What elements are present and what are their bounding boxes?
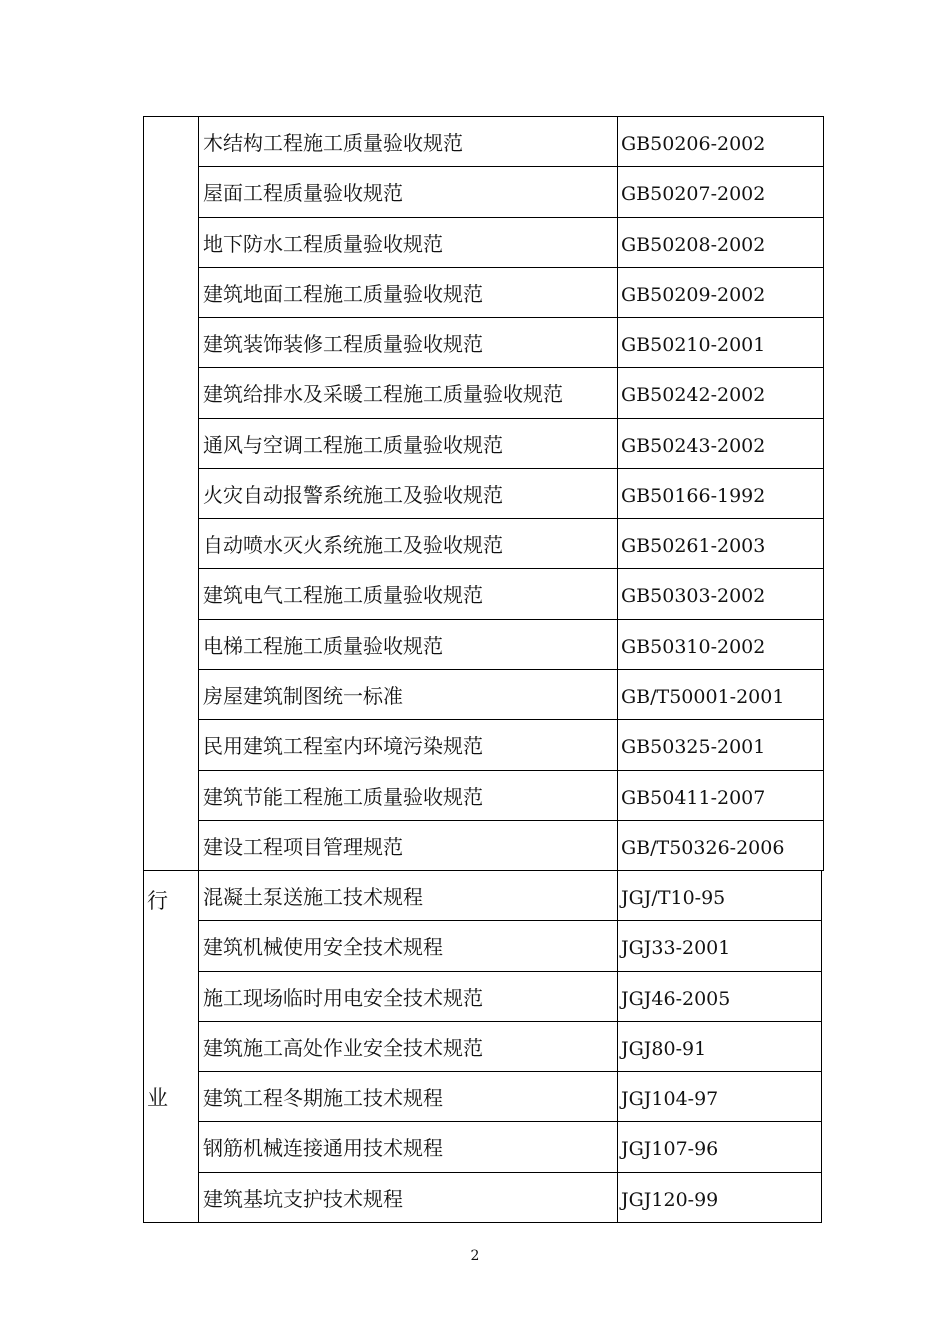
standard-code: JGJ46-2005 [621, 987, 731, 1010]
column-divider [198, 116, 199, 1222]
standard-code: GB50411-2007 [621, 786, 766, 809]
standard-name: 建筑基坑支护技术规程 [203, 1186, 403, 1211]
row-divider [198, 518, 824, 519]
standard-name: 建筑工程冬期施工技术规程 [203, 1086, 443, 1111]
right-border [823, 116, 824, 870]
row-divider [198, 217, 824, 218]
standard-code: JGJ/T10-95 [621, 887, 726, 910]
category-divider [143, 870, 198, 871]
standard-code: GB50325-2001 [621, 736, 766, 759]
table-bottom-border [143, 1222, 822, 1223]
standard-name: 电梯工程施工质量验收规范 [203, 633, 443, 658]
standard-name: 建筑给排水及采暖工程施工质量验收规范 [203, 382, 563, 407]
category-char: 行 [147, 889, 168, 913]
standard-name: 钢筋机械连接通用技术规程 [203, 1136, 443, 1161]
standard-name: 建设工程项目管理规范 [203, 834, 403, 859]
standard-code: GB50210-2001 [621, 334, 766, 357]
standard-name: 通风与空调工程施工质量验收规范 [203, 432, 503, 457]
standard-code: GB50209-2002 [621, 283, 766, 306]
standard-code: GB50310-2002 [621, 635, 766, 658]
row-divider [198, 1172, 822, 1173]
standard-code: GB50166-1992 [621, 484, 766, 507]
standard-code: JGJ33-2001 [621, 937, 731, 960]
standard-name: 建筑电气工程施工质量验收规范 [203, 583, 483, 608]
row-divider [198, 669, 824, 670]
standard-name: 建筑地面工程施工质量验收规范 [203, 281, 483, 306]
category-char: 业 [147, 1086, 168, 1110]
standard-name: 建筑施工高处作业安全技术规范 [203, 1035, 483, 1060]
standard-name: 建筑机械使用安全技术规程 [203, 935, 443, 960]
row-divider [198, 367, 824, 368]
row-divider [198, 1071, 822, 1072]
left-border [143, 116, 144, 1222]
row-divider [198, 1121, 822, 1122]
row-divider [198, 468, 824, 469]
standard-code: JGJ80-91 [621, 1037, 707, 1060]
standard-name: 木结构工程施工质量验收规范 [203, 131, 463, 155]
standard-code: GB/T50326-2006 [621, 836, 785, 859]
standard-name: 房屋建筑制图统一标准 [203, 683, 403, 708]
row-divider [198, 568, 824, 569]
row-divider [198, 870, 824, 871]
column-divider [617, 116, 618, 1222]
row-divider [198, 1021, 822, 1022]
standard-name: 屋面工程质量验收规范 [203, 181, 403, 206]
standard-code: JGJ104-97 [621, 1088, 719, 1111]
standard-name: 火灾自动报警系统施工及验收规范 [203, 482, 503, 507]
row-divider [198, 166, 824, 167]
right-border [821, 870, 822, 1222]
standard-name: 民用建筑工程室内环境污染规范 [203, 734, 483, 759]
standard-code: GB/T50001-2001 [621, 685, 785, 708]
row-divider [198, 719, 824, 720]
standard-name: 混凝土泵送施工技术规程 [203, 885, 423, 910]
standard-code: GB50206-2002 [621, 133, 766, 155]
standard-name: 地下防水工程质量验收规范 [203, 231, 443, 256]
row-divider [198, 770, 824, 771]
standard-code: GB50208-2002 [621, 233, 766, 256]
row-divider [198, 619, 824, 620]
standard-code: JGJ120-99 [621, 1188, 719, 1211]
standard-code: JGJ107-96 [621, 1138, 719, 1161]
standard-code: GB50261-2003 [621, 535, 766, 558]
standard-name: 建筑节能工程施工质量验收规范 [203, 784, 483, 809]
page-number: 2 [470, 1248, 480, 1264]
row-divider [198, 971, 822, 972]
row-divider [198, 317, 824, 318]
standard-name: 施工现场临时用电安全技术规范 [203, 985, 483, 1010]
standard-code: GB50207-2002 [621, 183, 766, 206]
standard-name: 建筑装饰装修工程质量验收规范 [203, 332, 483, 357]
standard-code: GB50303-2002 [621, 585, 766, 608]
row-divider [198, 267, 824, 268]
standard-code: GB50242-2002 [621, 384, 766, 407]
row-divider [198, 418, 824, 419]
standard-code: GB50243-2002 [621, 434, 766, 457]
row-divider [198, 920, 822, 921]
table-top-border [143, 116, 824, 117]
row-divider [198, 820, 824, 821]
standard-name: 自动喷水灭火系统施工及验收规范 [203, 533, 503, 558]
